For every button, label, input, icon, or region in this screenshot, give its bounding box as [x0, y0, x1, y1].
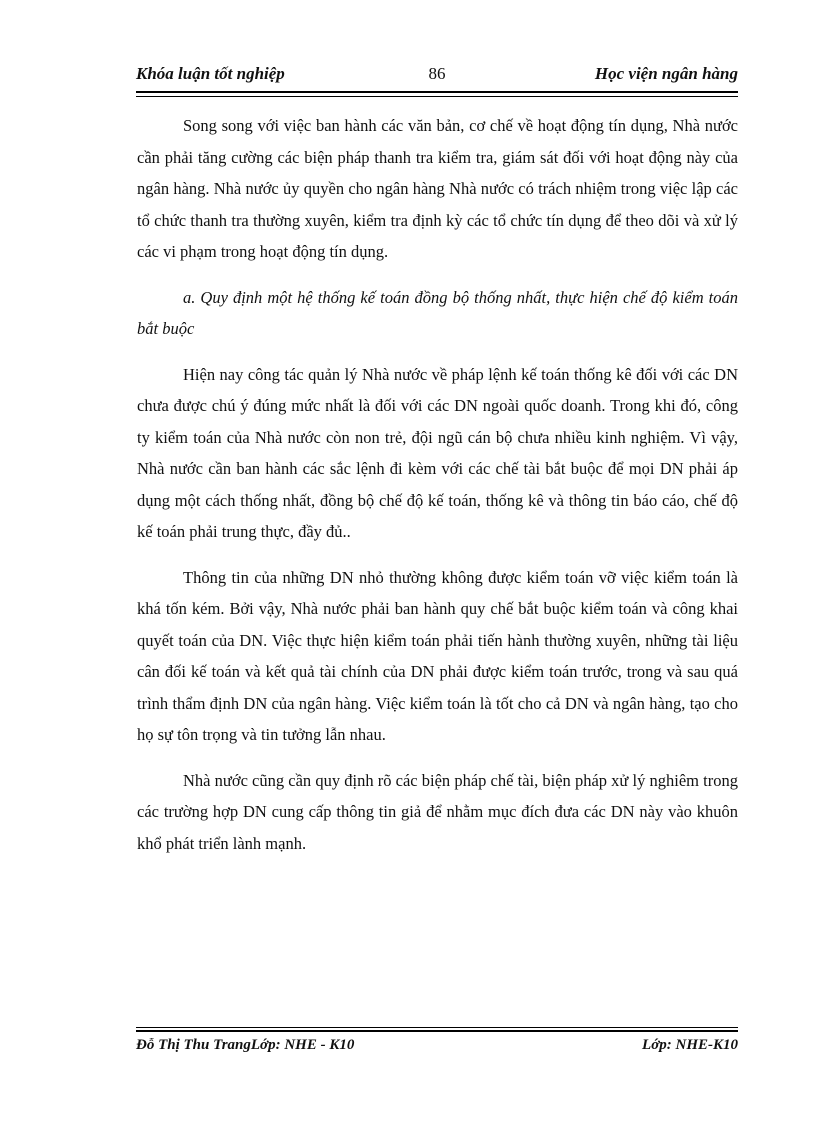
paragraph: Hiện nay công tác quản lý Nhà nước về pháp lệnh kế toán thống kê đối với các DN chưa được chú ý đúng mức nhất là đối với các DN ngoài quốc doanh. Trong khi đó, công ty kiểm toán của Nhà nước còn non trẻ, đội ngũ cán bộ chưa nhiều kinh nghiệm. Vì vậy, Nhà nước cần ban hành các sắc lệnh đi kèm với các chế tài bắt buộc để mọi DN phải áp dụng một cách thống nhất, đồng bộ chế độ kế toán, thống kê và thông tin báo cáo, chế độ kế toán phải trung thực, đầy đủ.. — [137, 364, 738, 541]
header-institution: Học viện ngân hàng — [594, 64, 738, 83]
page-footer — [136, 1037, 738, 1059]
page-number: 86 — [428, 64, 446, 83]
document-body — [137, 110, 738, 873]
paragraph: Thông tin của những DN nhỏ thường không được kiểm toán vỡ việc kiểm toán là khá tốn kém. Bởi vậy, Nhà nước phải ban hành quy chế bắt buộc kiểm toán và công khai quyết toán của DN. Việc thực hiện kiểm toán phải tiến hành thường xuyên, những tài liệu cân đối kế toán và kết quả tài chính của DN phải được kiểm toán trước, trong và sau quá trình thẩm định DN của ngân hàng. Việc kiểm toán là tốt cho cả DN và ngân hàng, tạo cho họ sự tôn trọng và tin tưởng lẫn nhau. — [137, 567, 738, 744]
footer-rule-thin — [136, 1027, 738, 1028]
header-rule-thin — [136, 96, 738, 97]
header-rule-thick — [136, 91, 738, 93]
footer-author: Đỗ Thị Thu TrangLớp: NHE - K10 — [136, 1037, 355, 1053]
header-thesis-title: Khóa luận tốt nghiệp — [136, 64, 285, 83]
page-header — [136, 64, 738, 90]
footer-rule-thick — [136, 1030, 738, 1032]
footer-class: Lớp: NHE-K10 — [642, 1037, 738, 1053]
paragraph: Nhà nước cũng cần quy định rõ các biện pháp chế tài, biện pháp xử lý nghiêm trong các trường hợp DN cung cấp thông tin giả để nhằm mục đích đưa các DN này vào khuôn khổ phát triển lành mạnh. — [137, 770, 738, 853]
paragraph: Song song với việc ban hành các văn bản, cơ chế về hoạt động tín dụng, Nhà nước cần phải tăng cường các biện pháp thanh tra kiểm tra, giám sát đối với hoạt động này của ngân hàng. Nhà nước ủy quyền cho ngân hàng Nhà nước có trách nhiệm trong việc lập các tổ chức thanh tra thường xuyên, kiểm tra định kỳ các tổ chức tín dụng để theo dõi và xử lý các vi phạm trong hoạt động tín dụng. — [137, 116, 738, 261]
subsection-heading: a. Quy định một hệ thống kế toán đồng bộ thống nhất, thực hiện chế độ kiểm toán bắt buộc — [137, 287, 738, 338]
